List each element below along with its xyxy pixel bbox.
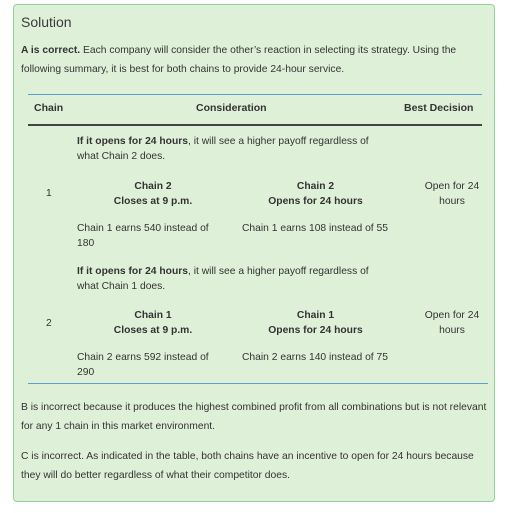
- row1-option2-line2: Opens for 24 hours: [268, 196, 363, 207]
- row2-lead-bold: If it opens for 24 hours: [77, 266, 188, 277]
- intro-text: Each company will consider the other’s reaction in selecting its strategy. Using the following summary, it is best for both chains to provide 24-hour service.: [21, 45, 457, 75]
- row1-lead-rest: , it will see a higher payoff regardless of what Chain 2 does.: [77, 136, 369, 162]
- row2-option1-line2: Closes at 9 p.m.: [113, 325, 193, 336]
- intro-lead: A is correct.: [21, 45, 81, 56]
- row1-chain: 1: [46, 188, 52, 199]
- row1-lead: [77, 134, 387, 164]
- header-consideration: Consideration: [196, 102, 267, 114]
- row1-decision: Open for 24 hours: [424, 181, 480, 207]
- row2-option2: [243, 308, 388, 338]
- decision-table: [28, 94, 482, 384]
- row1-option2-line1: Chain 2: [296, 181, 335, 192]
- row1-lead-bold: If it opens for 24 hours: [77, 136, 188, 147]
- row2-option1-line1: Chain 1: [134, 310, 172, 321]
- row2-lead: [77, 264, 387, 294]
- row1-option1: [83, 179, 223, 209]
- row1-option2: [243, 179, 388, 209]
- table-bottom-rule: [28, 383, 488, 384]
- header-decision: Best Decision: [404, 102, 474, 114]
- row2-chain: 2: [46, 318, 52, 329]
- row2-option2-line2: Opens for 24 hours: [268, 325, 363, 336]
- explanation-b: B is incorrect because it produces the highest combined profit from all combinations but is not relevant for any 1 chain in this market environment.: [21, 402, 487, 432]
- row1-earn2: Chain 1 earns 108 instead of 55: [242, 223, 388, 234]
- row2-option1: [83, 308, 223, 338]
- table-top-rule: [28, 94, 482, 95]
- row1-option1-line2: Closes at 9 p.m.: [113, 196, 193, 207]
- solution-title: Solution: [21, 14, 72, 30]
- solution-panel: [13, 4, 495, 502]
- intro-paragraph: [21, 41, 491, 79]
- row2-earn1: Chain 2 earns 592 instead of 290: [77, 352, 209, 378]
- row2-decision: Open for 24 hours: [424, 310, 480, 336]
- row2-lead-rest: , it will see a higher payoff regardless of what Chain 1 does.: [77, 266, 369, 292]
- row2-earn2: Chain 2 earns 140 instead of 75: [242, 352, 388, 363]
- explanation-c: C is incorrect. As indicated in the table, both chains have an incentive to open for 24 hours because they will do better regardless of what their competitor does.: [21, 451, 474, 481]
- row1-earn1: Chain 1 earns 540 instead of 180: [77, 223, 209, 249]
- header-chain: Chain: [34, 102, 64, 114]
- table-header-rule: [28, 124, 482, 126]
- row2-option2-line1: Chain 1: [296, 310, 335, 321]
- row1-option1-line1: Chain 2: [134, 181, 172, 192]
